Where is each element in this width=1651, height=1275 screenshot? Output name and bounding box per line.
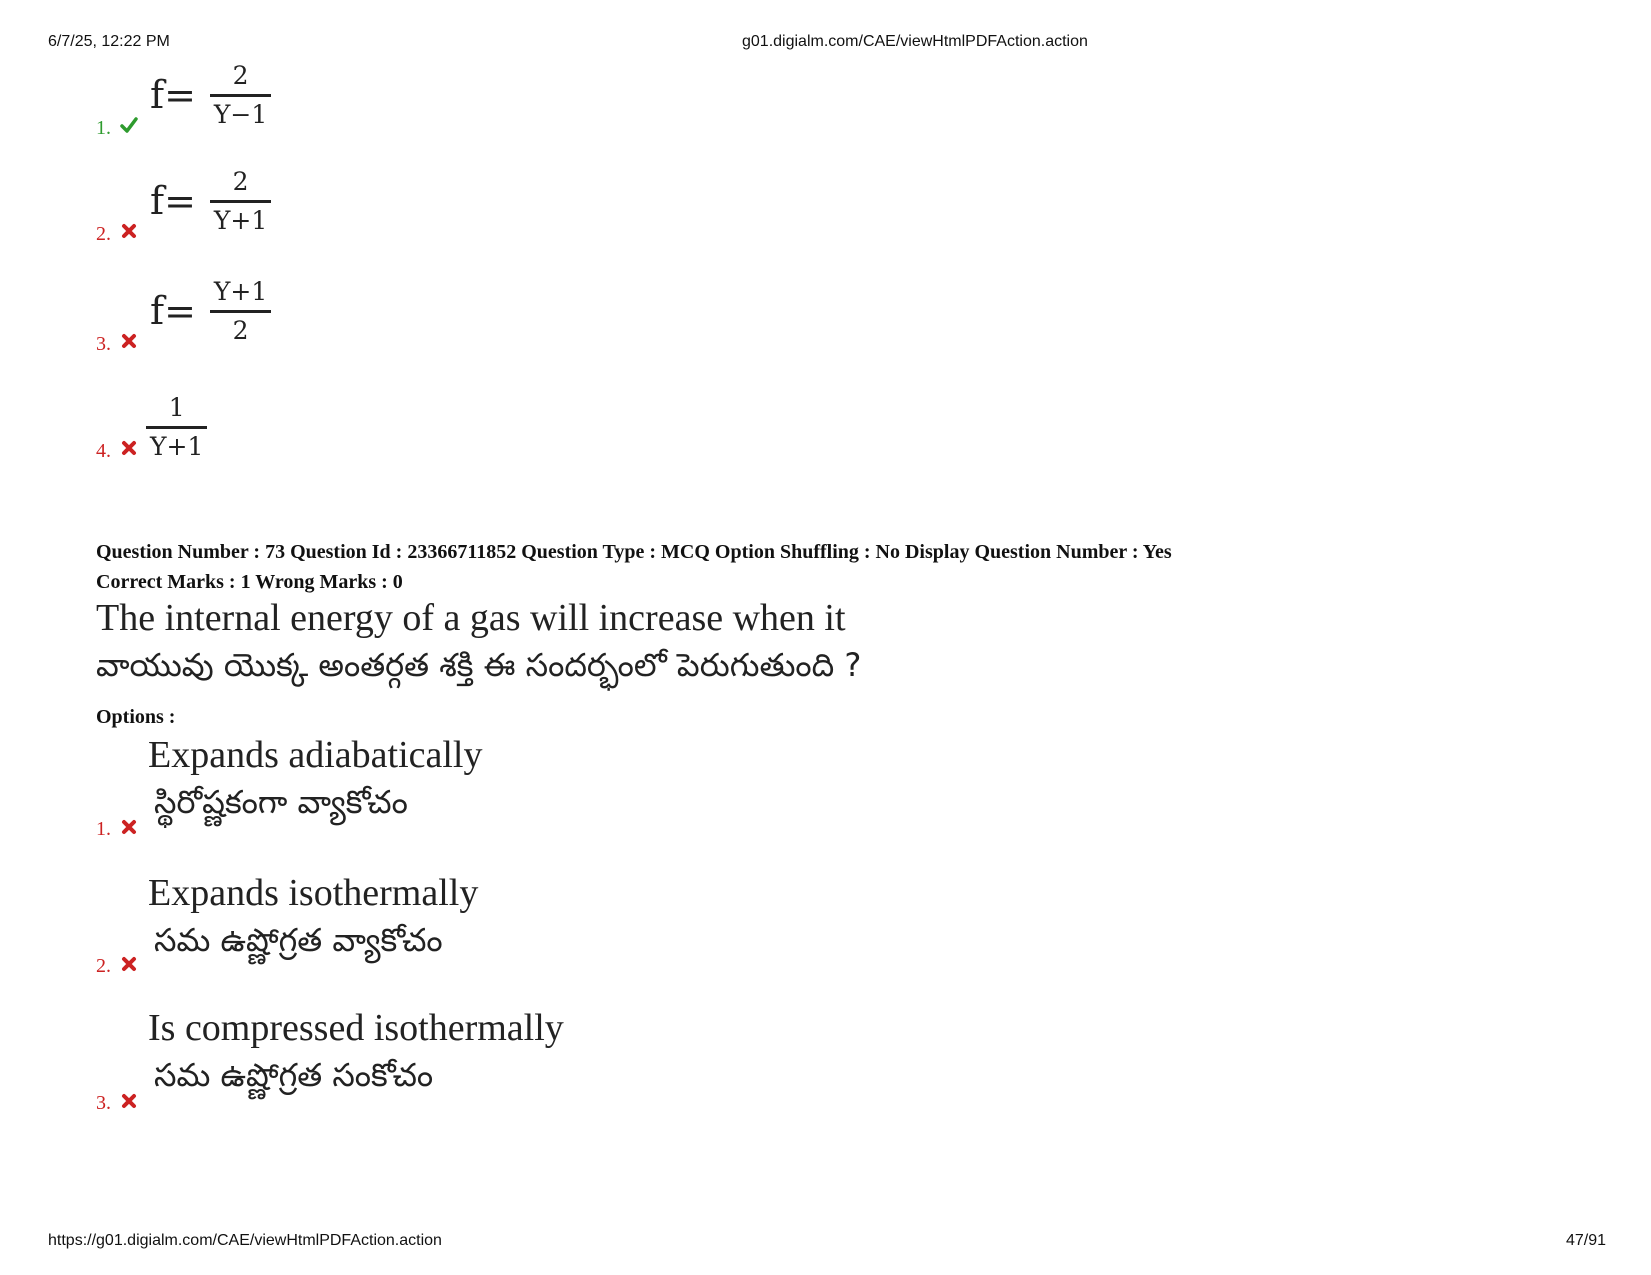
cross-icon: [120, 818, 138, 836]
formula: [146, 394, 207, 460]
option-text-english: Is compressed isothermally: [148, 1007, 564, 1049]
fraction: [210, 278, 271, 344]
numerator: 2: [232, 61, 249, 90]
numerator: 2: [232, 167, 249, 196]
formula-lhs: f=: [150, 73, 196, 117]
numerator: Y+1: [213, 277, 268, 306]
option-number: 3.: [96, 1092, 111, 1114]
option-number: 1.: [96, 818, 111, 840]
marks-meta: Correct Marks : 1 Wrong Marks : 0: [96, 571, 403, 593]
option-text-english: Expands adiabatically: [148, 734, 483, 776]
print-header-url: g01.digialm.com/CAE/viewHtmlPDFAction.action: [742, 33, 1088, 50]
question-text-telugu: వాయువు యొక్క అంతర్గత శక్తి ఈ సందర్భంలో పెరుగుతుంది ?: [96, 646, 862, 684]
question-meta: Question Number : 73 Question Id : 23366711852 Question Type : MCQ Option Shuffling : No Display Question Number : Yes: [96, 541, 1172, 563]
formula: [150, 278, 271, 344]
denominator: 2: [232, 315, 249, 345]
fraction: [146, 394, 207, 460]
cross-icon: [120, 1092, 138, 1110]
print-datetime: 6/7/25, 12:22 PM: [48, 33, 170, 50]
option-text-telugu: సమ ఉష్ణోగ్రత సంకోచం: [154, 1056, 434, 1094]
check-icon: [120, 116, 138, 134]
page-number: 47/91: [1566, 1232, 1607, 1249]
cross-icon: [120, 439, 138, 457]
option-number: 2.: [96, 223, 111, 245]
cross-icon: [120, 222, 138, 240]
option-number: 4.: [96, 440, 111, 462]
fraction: [210, 168, 271, 234]
option-number: 1.: [96, 117, 111, 139]
formula-lhs: f=: [150, 179, 196, 223]
option-text-telugu: స్థిరోష్ణకంగా వ్యాకోచం: [154, 783, 408, 821]
option-text-english: Expands isothermally: [148, 872, 479, 914]
option-number: 2.: [96, 955, 111, 977]
formula-lhs: f=: [150, 289, 196, 333]
option-text-telugu: సమ ఉష్ణోగ్రత వ్యాకోచం: [154, 921, 443, 959]
print-footer-url: https://g01.digialm.com/CAE/viewHtmlPDFAction.action: [48, 1232, 442, 1249]
formula: [150, 168, 271, 234]
formula: [150, 62, 271, 128]
question-text-english: The internal energy of a gas will increase when it: [96, 597, 846, 639]
denominator: Y+1: [213, 205, 268, 235]
denominator: Y+1: [150, 431, 204, 461]
cross-icon: [120, 332, 138, 350]
numerator: 1: [168, 393, 185, 422]
cross-icon: [120, 955, 138, 973]
fraction: [210, 62, 271, 128]
options-label: Options :: [96, 706, 176, 728]
denominator: Y−1: [213, 99, 268, 129]
option-number: 3.: [96, 333, 111, 355]
